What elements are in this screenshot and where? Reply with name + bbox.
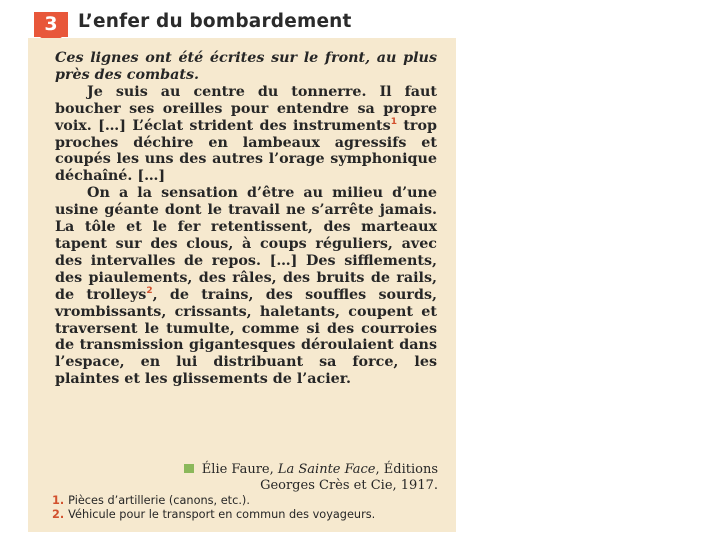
paragraph-1-end: trop proches déchire en lambeaux agressifs et coupés les uns des autres l’orage symphonique déchaîné. […]: [55, 117, 437, 185]
document-text: [55, 50, 437, 388]
paragraph-1-start: Je suis au centre du tonnerre. Il faut boucher ses oreilles pour entendre sa propre voix. […] L’éclat strident des instruments: [55, 83, 437, 134]
footnote-1-number: 1.: [52, 494, 65, 507]
footnotes: [52, 494, 442, 521]
source-square-icon: [184, 464, 194, 473]
paragraph-2: [55, 185, 437, 388]
source-details: , Éditions Georges Crès et Cie, 1917.: [260, 462, 438, 493]
footnote-2-marker: 2: [146, 285, 153, 296]
source-author: Élie Faure,: [201, 462, 278, 477]
source-work-title: La Sainte Face: [277, 462, 376, 477]
document-intro: Ces lignes ont été écrites sur le front, au plus près des combats.: [55, 50, 437, 83]
footnote-2-number: 2.: [52, 507, 65, 521]
paragraph-1: [55, 84, 437, 185]
footnote-2: [52, 508, 442, 522]
document-header: [28, 6, 456, 38]
document-title: L’enfer du bombardement: [78, 11, 352, 32]
document-card: [28, 6, 456, 532]
paragraph-2-start: On a la sensation d’être au milieu d’une usine géante dont le travail ne s’arrête jamais. La tôle et le fer retentissent, des marteaux tapent sur des clous, à coups réguliers, avec des intervalles de repos. […] Des sifflements, des piaulements, des râles, des bruits de rails, de trolleys: [55, 185, 437, 303]
footnote-1-marker: 1: [390, 116, 397, 127]
source-citation: [148, 462, 438, 493]
footnote-2-text: Véhicule pour le transport en commun des voyageurs.: [68, 507, 376, 521]
paragraph-2-end: , de trains, des souffles sourds, vrombissants, crissants, haletants, coupent et traversent le tumulte, comme si des courroies de transmission gigantesques déroulaient dans l’espace, en lui distribuant sa force, les plaintes et les glissements de l’acier.: [55, 286, 437, 388]
document-body: [28, 38, 456, 532]
document-number-badge: 3: [34, 12, 68, 37]
footnote-1: [52, 494, 442, 508]
footnote-1-text: Pièces d’artillerie (canons, etc.).: [68, 494, 250, 507]
